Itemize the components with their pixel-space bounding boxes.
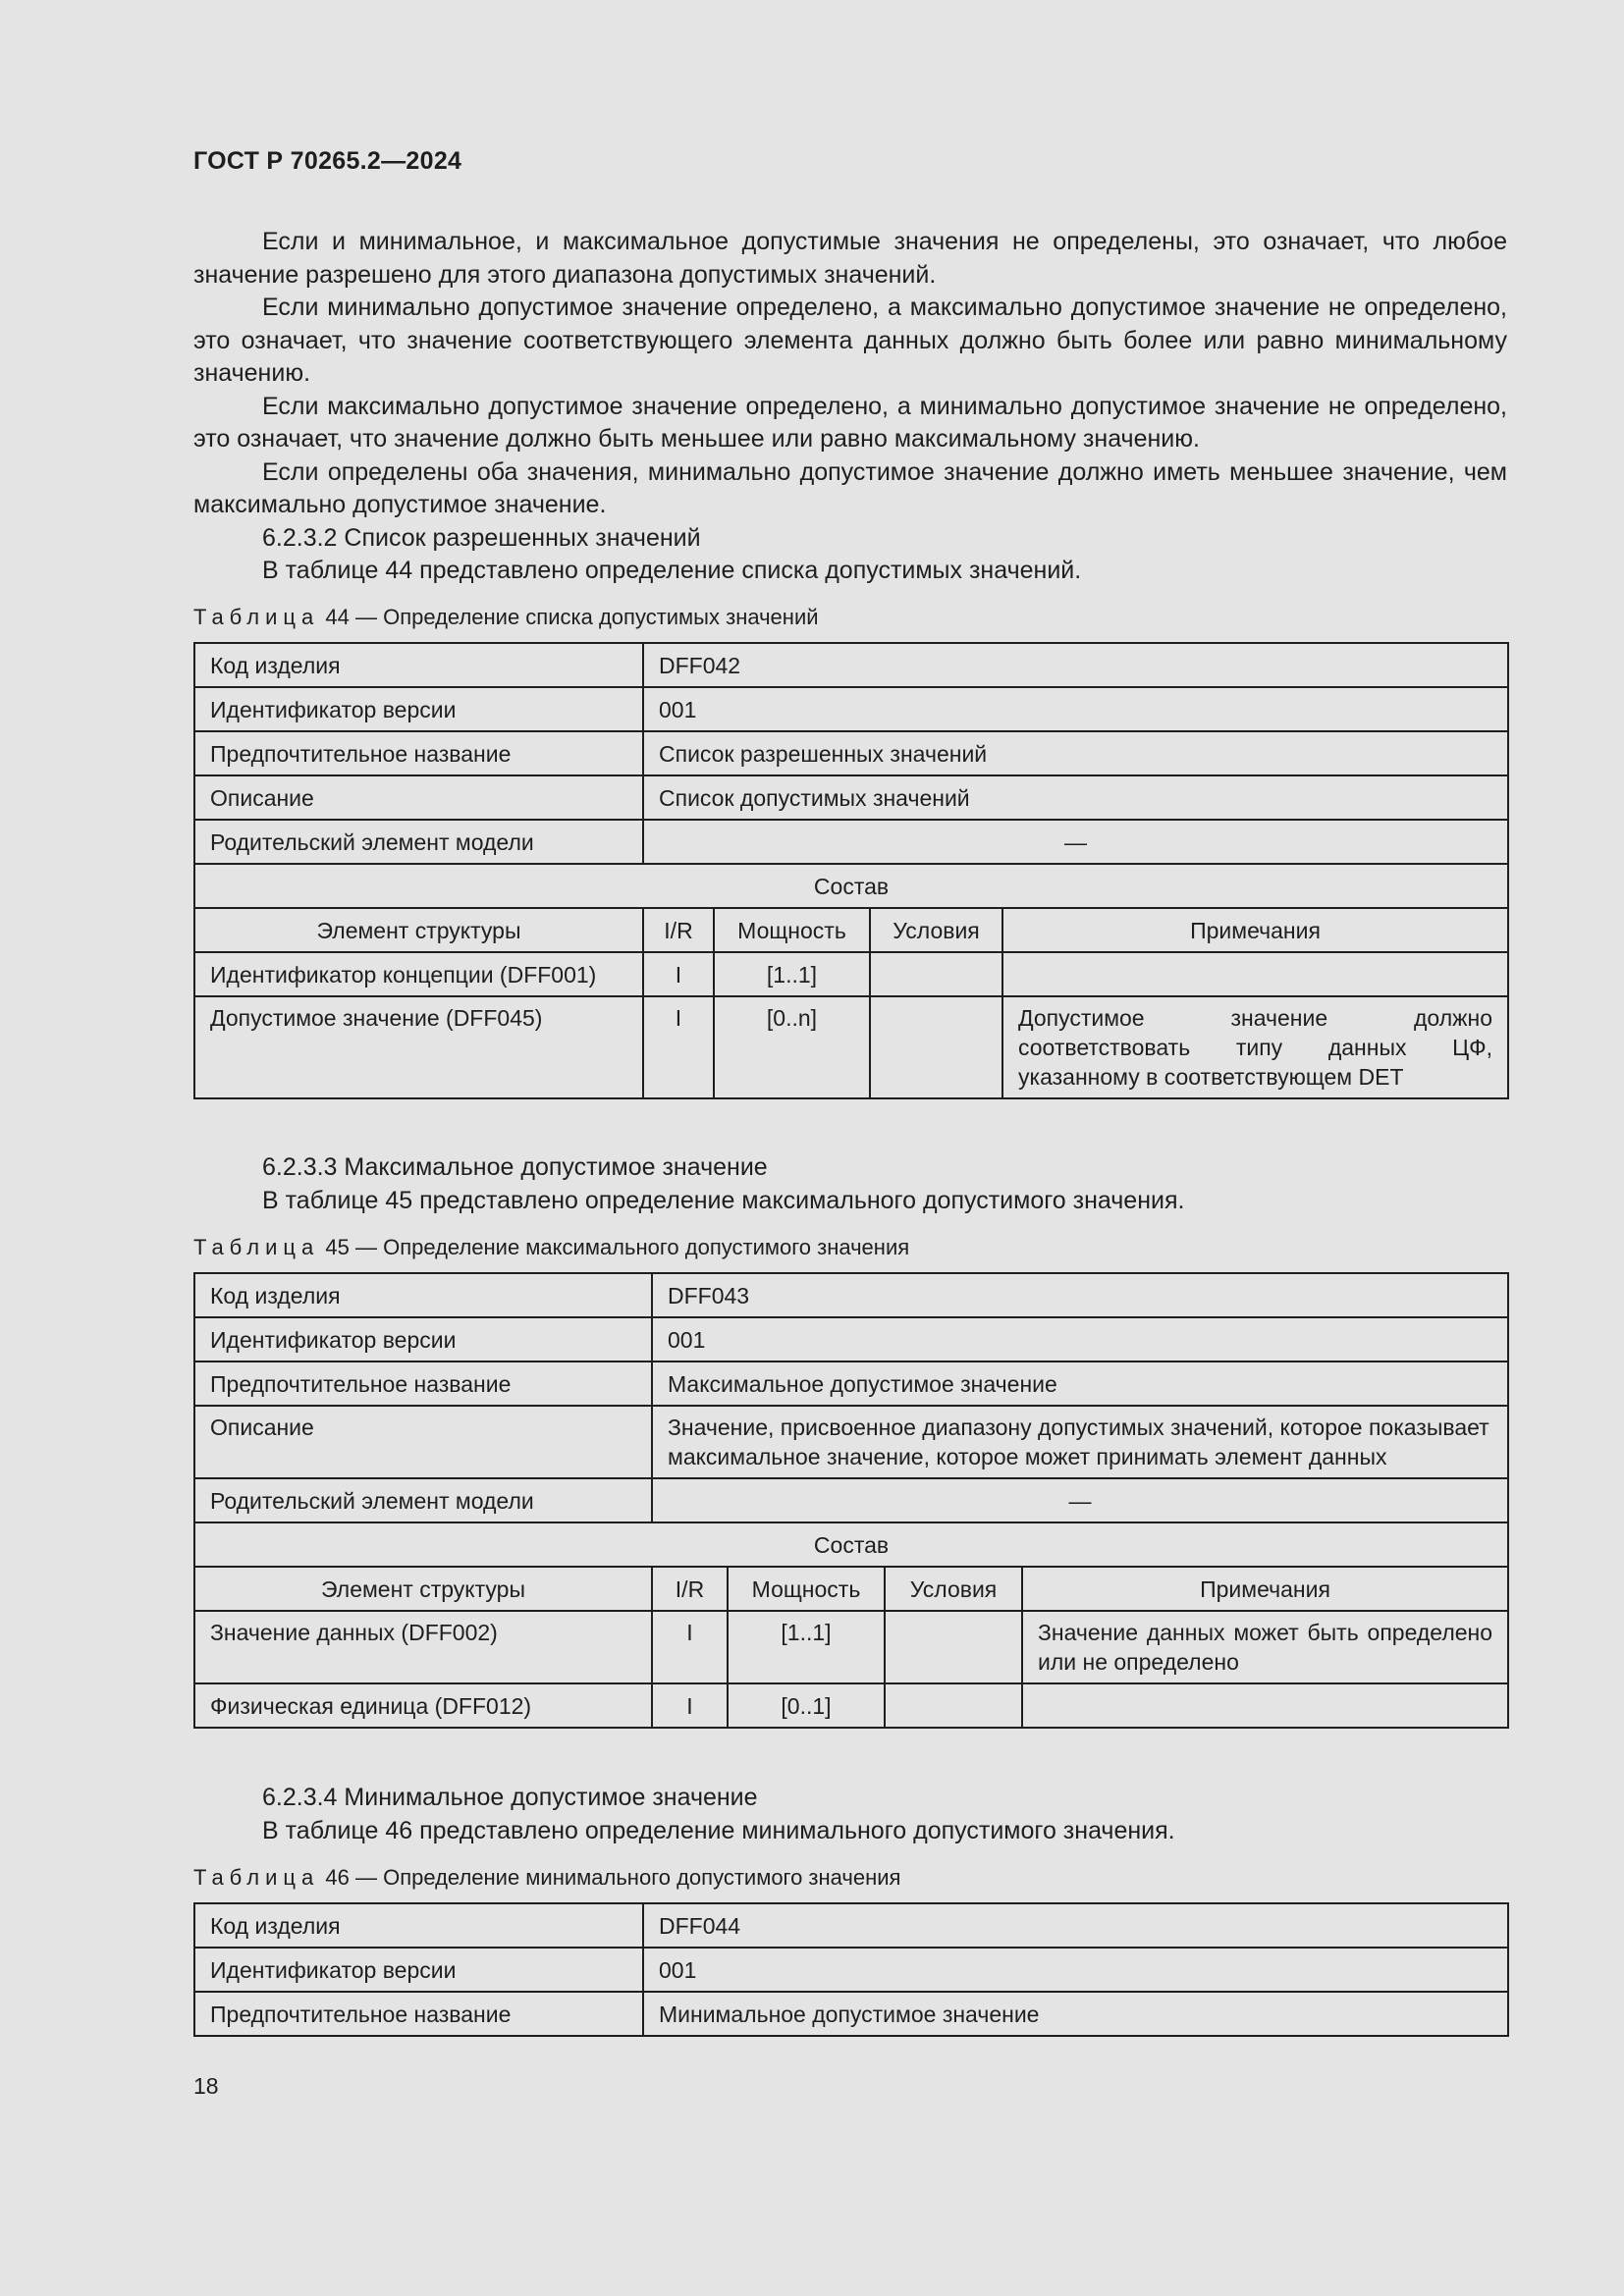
row-value: DFF042 (643, 643, 1508, 687)
table-word: Таблица (193, 1235, 320, 1259)
table-row (194, 1478, 1508, 1522)
paragraph: Если максимально допустимое значение определено, а минимально допустимое значение не определено, это означает, что значение должно быть меньшее или равно максимальному значению. (193, 392, 1507, 453)
row-label: Код изделия (194, 643, 643, 687)
row-value: DFF043 (652, 1273, 1508, 1317)
cell-element: Допустимое значение (DFF045) (194, 996, 643, 1098)
section-633 (193, 1151, 1507, 1217)
row-value: Список допустимых значений (643, 775, 1508, 820)
section-intro: В таблице 45 представлено определение максимального допустимого значения. (262, 1186, 1185, 1214)
composition-header: Состав (194, 1522, 1508, 1567)
table-caption (193, 605, 1507, 630)
row-value: Минимальное допустимое значение (643, 1992, 1508, 2036)
table-row (194, 1362, 1508, 1406)
table-caption-text: 46 — Определение минимального допустимого значения (325, 1865, 901, 1890)
column-header: Мощность (714, 908, 870, 952)
table-row (194, 996, 1508, 1098)
document-header: ГОСТ Р 70265.2—2024 (193, 147, 462, 175)
table-row (194, 643, 1508, 687)
cell-element: Значение данных (DFF002) (194, 1611, 652, 1683)
table-caption (193, 1865, 1507, 1891)
row-value: — (643, 820, 1508, 864)
row-value: 001 (643, 1948, 1508, 1992)
row-label: Идентификатор версии (194, 687, 643, 731)
table-row (194, 775, 1508, 820)
column-header: Элемент структуры (194, 908, 643, 952)
paragraph: Если определены оба значения, минимально допустимое значение должно иметь меньшее значение, чем максимально допустимое значение. (193, 457, 1507, 518)
table-46 (193, 1902, 1509, 2037)
column-header: Примечания (1002, 908, 1508, 952)
row-value: DFF044 (643, 1903, 1508, 1948)
section-intro: В таблице 44 представлено определение списка допустимых значений. (262, 557, 1082, 584)
column-header: Условия (870, 908, 1002, 952)
body-text (193, 226, 1507, 588)
row-label: Идентификатор версии (194, 1948, 643, 1992)
table-row (194, 1903, 1508, 1948)
row-value: 001 (652, 1317, 1508, 1362)
section-634 (193, 1782, 1507, 1847)
table-row (194, 1406, 1508, 1478)
table-row (194, 1948, 1508, 1992)
cell-ir: I (643, 996, 714, 1098)
column-header: Мощность (728, 1567, 885, 1611)
page-number: 18 (193, 2073, 219, 2099)
composition-header: Состав (194, 864, 1508, 908)
table-row (194, 1317, 1508, 1362)
table-row (194, 1611, 1508, 1683)
table-row (194, 864, 1508, 908)
table-word: Таблица (193, 1865, 320, 1890)
cell-conditions (885, 1683, 1022, 1728)
cell-element: Идентификатор концепции (DFF001) (194, 952, 643, 996)
table-45-block (193, 1235, 1507, 1729)
row-value: 001 (643, 687, 1508, 731)
cell-power: [1..1] (714, 952, 870, 996)
cell-notes (1022, 1683, 1508, 1728)
paragraph: Если и минимальное, и максимальное допустимые значения не определены, это означает, что любое значение разрешено для этого диапазона допустимых значений. (193, 228, 1507, 289)
table-caption (193, 1235, 1507, 1260)
row-value: Максимальное допустимое значение (652, 1362, 1508, 1406)
table-44-block (193, 605, 1507, 1099)
table-row (194, 820, 1508, 864)
cell-power: [0..1] (728, 1683, 885, 1728)
row-label: Код изделия (194, 1903, 643, 1948)
row-value: — (652, 1478, 1508, 1522)
cell-conditions (870, 952, 1002, 996)
row-label: Предпочтительное название (194, 1992, 643, 2036)
table-header-row (194, 1567, 1508, 1611)
table-caption-text: 45 — Определение максимального допустимого значения (325, 1235, 910, 1259)
section-heading: 6.2.3.4 Минимальное допустимое значение (262, 1784, 758, 1811)
column-header: I/R (652, 1567, 728, 1611)
table-word: Таблица (193, 605, 320, 629)
cell-ir: I (652, 1683, 728, 1728)
section-intro: В таблице 46 представлено определение минимального допустимого значения. (262, 1816, 1175, 1844)
column-header: Элемент структуры (194, 1567, 652, 1611)
table-header-row (194, 908, 1508, 952)
row-label: Родительский элемент модели (194, 1478, 652, 1522)
cell-notes: Значение данных может быть определено или не определено (1022, 1611, 1508, 1683)
cell-conditions (870, 996, 1002, 1098)
column-header: Условия (885, 1567, 1022, 1611)
cell-ir: I (652, 1611, 728, 1683)
table-row (194, 1992, 1508, 2036)
paragraph: Если минимально допустимое значение определено, а максимально допустимое значение не определено, это означает, что значение соответствующего элемента данных должно быть более или равно минимальному значению. (193, 294, 1507, 387)
column-header: Примечания (1022, 1567, 1508, 1611)
cell-ir: I (643, 952, 714, 996)
cell-notes (1002, 952, 1508, 996)
row-label: Описание (194, 775, 643, 820)
cell-element: Физическая единица (DFF012) (194, 1683, 652, 1728)
row-label: Предпочтительное название (194, 1362, 652, 1406)
row-value: Список разрешенных значений (643, 731, 1508, 775)
cell-notes: Допустимое значение должно соответствовать типу данных ЦФ, указанному в соответствующем DET (1002, 996, 1508, 1098)
row-label: Код изделия (194, 1273, 652, 1317)
table-44 (193, 642, 1509, 1099)
table-row (194, 1522, 1508, 1567)
table-row (194, 731, 1508, 775)
table-46-block (193, 1865, 1507, 2037)
cell-power: [1..1] (728, 1611, 885, 1683)
table-caption-text: 44 — Определение списка допустимых значений (325, 605, 819, 629)
row-label: Идентификатор версии (194, 1317, 652, 1362)
table-row (194, 1273, 1508, 1317)
table-row (194, 687, 1508, 731)
row-label: Описание (194, 1406, 652, 1478)
cell-conditions (885, 1611, 1022, 1683)
row-label: Родительский элемент модели (194, 820, 643, 864)
section-heading: 6.2.3.3 Максимальное допустимое значение (262, 1153, 768, 1181)
table-row (194, 952, 1508, 996)
row-value: Значение, присвоенное диапазону допустимых значений, которое показывает максимальное значение, которое может принимать элемент данных (652, 1406, 1508, 1478)
column-header: I/R (643, 908, 714, 952)
section-heading: 6.2.3.2 Список разрешенных значений (262, 523, 701, 552)
cell-power: [0..n] (714, 996, 870, 1098)
table-45 (193, 1272, 1509, 1729)
row-label: Предпочтительное название (194, 731, 643, 775)
table-row (194, 1683, 1508, 1728)
